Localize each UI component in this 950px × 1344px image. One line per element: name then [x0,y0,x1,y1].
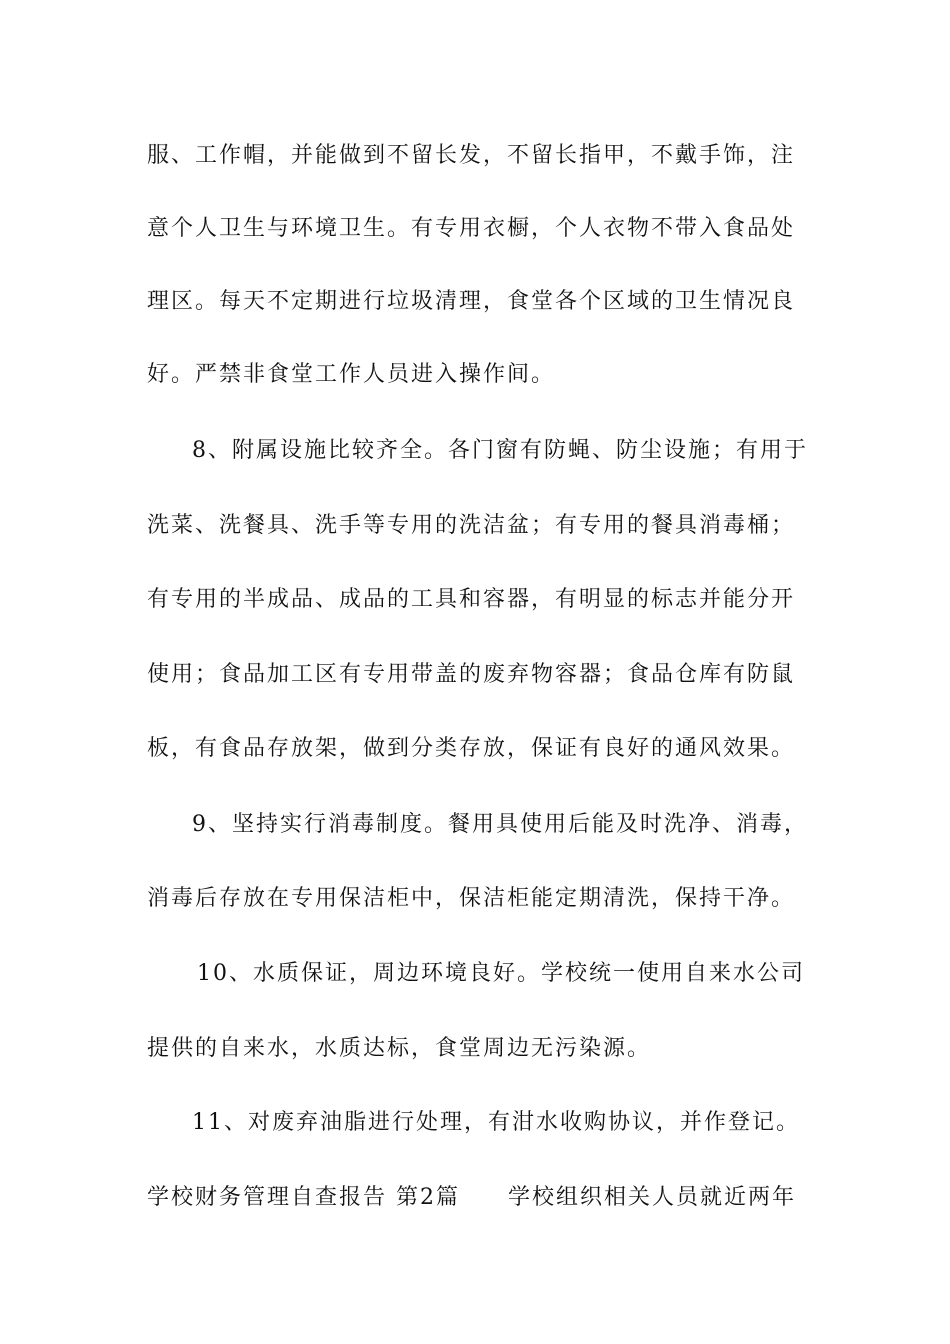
paragraph-line-1: 服、工作帽，并能做到不留长发，不留长指甲，不戴手饰，注 [147,143,796,168]
paragraph-line-13: 提供的自来水，水质达标，食堂周边无污染源。 [147,1036,652,1061]
paragraph-line-11: 消毒后存放在专用保洁柜中，保洁柜能定期清洗，保持干净。 [147,886,796,911]
paragraph-line-8: 使用；食品加工区有专用带盖的废弃物容器；食品仓库有防鼠 [147,662,796,687]
paragraph-line-2: 意个人卫生与环境卫生。有专用衣橱，个人衣物不带入食品处 [147,216,796,241]
paragraph-line-6: 洗菜、洗餐具、洗手等专用的洗洁盆；有专用的餐具消毒桶； [147,513,796,538]
paragraph-line-4: 好。严禁非食堂工作人员进入操作间。 [147,362,556,387]
paragraph-line-5: 8、附属设施比较齐全。各门窗有防蝇、防尘设施；有用于 [192,438,808,463]
paragraph-line-3: 理区。每天不定期进行垃圾清理，食堂各个区域的卫生情况良 [147,289,796,314]
paragraph-line-14: 11、对废弃油脂进行处理，有泔水收购协议，并作登记。 [192,1110,800,1135]
paragraph-line-15: 学校财务管理自查报告 第2篇 学校组织相关人员就近两年 [147,1185,796,1210]
paragraph-line-12: 10、水质保证，周边环境良好。学校统一使用自来水公司 [197,961,805,986]
paragraph-line-9: 板，有食品存放架，做到分类存放，保证有良好的通风效果。 [147,736,796,761]
paragraph-line-10: 9、坚持实行消毒制度。餐用具使用后能及时洗净、消毒， [192,812,808,837]
paragraph-line-7: 有专用的半成品、成品的工具和容器，有明显的标志并能分开 [147,587,796,612]
